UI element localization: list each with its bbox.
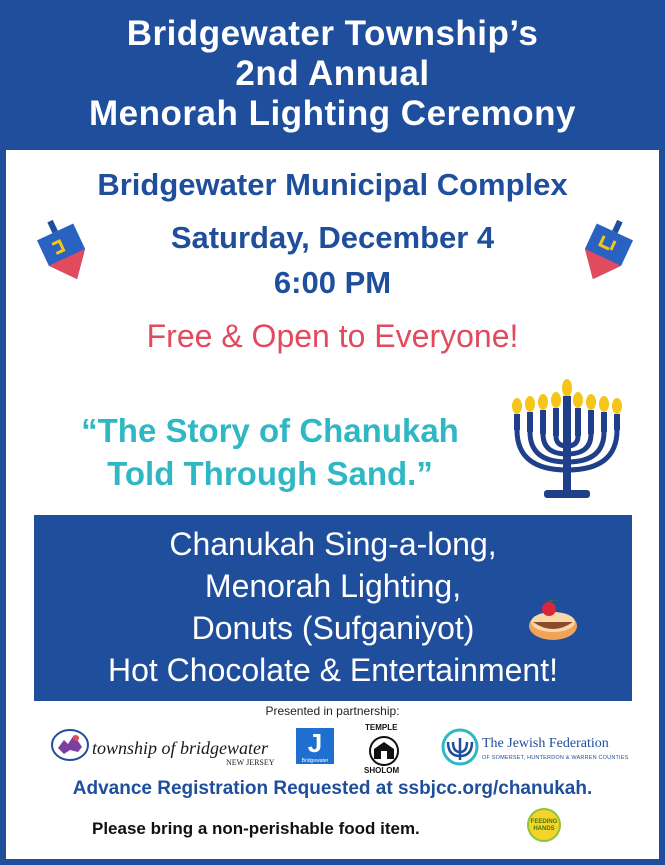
federation-logo-text: The Jewish Federation [482, 736, 609, 751]
header-line-3: Menorah Lighting Ceremony [89, 94, 576, 133]
temple-logo-bottom: SHOLOM [364, 766, 400, 775]
header-line-2: 2nd Annual [235, 54, 430, 93]
township-logo-text: township of bridgewater [92, 738, 269, 758]
temple-logo-icon [364, 735, 404, 767]
feeding-hands-badge-text: FEEDING HANDS [530, 819, 558, 832]
feature-line-1: “The Story of Chanukah [81, 412, 459, 449]
feature-line-2: Told Through Sand.” [107, 455, 433, 492]
jcc-logo [296, 728, 334, 764]
activity-item: Chanukah Sing-a-long, [169, 526, 497, 562]
dreidel-right-icon [576, 216, 636, 286]
activity-item: Menorah Lighting, [204, 568, 462, 604]
event-date: Saturday, December 4 [170, 220, 495, 255]
jcc-logo-subtext: Bridgewater [301, 758, 329, 764]
federation-logo-subtext: OF SOMERSET, HUNTERDON & WARREN COUNTIES [482, 755, 629, 761]
activity-item: Hot Chocolate & Entertainment! [107, 652, 558, 688]
food-drive-note: Please bring a non-perishable food item. [92, 819, 420, 838]
feeding-hands-badge [527, 808, 561, 842]
menorah-icon [508, 378, 626, 504]
jcc-logo-mark: J [307, 728, 323, 758]
dreidel-left-icon [34, 216, 94, 286]
partnership-label: Presented in partnership: [265, 704, 400, 718]
poster-header [0, 0, 665, 150]
event-time: 6:00 PM [273, 265, 392, 300]
donut-icon [527, 600, 579, 642]
venue-name: Bridgewater Municipal Complex [97, 167, 568, 202]
registration-note: Advance Registration Requested at ssbjcc.org/chanukah. [72, 778, 593, 799]
admission-text: Free & Open to Everyone! [146, 318, 519, 354]
township-logo-subtext: NEW JERSEY [226, 758, 275, 767]
header-line-1: Bridgewater Township’s [126, 14, 539, 53]
activity-item: Donuts (Sufganiyot) [191, 610, 475, 646]
federation-logo-icon [440, 728, 480, 766]
temple-logo-top: TEMPLE [365, 723, 398, 732]
township-seal-icon [50, 728, 90, 762]
